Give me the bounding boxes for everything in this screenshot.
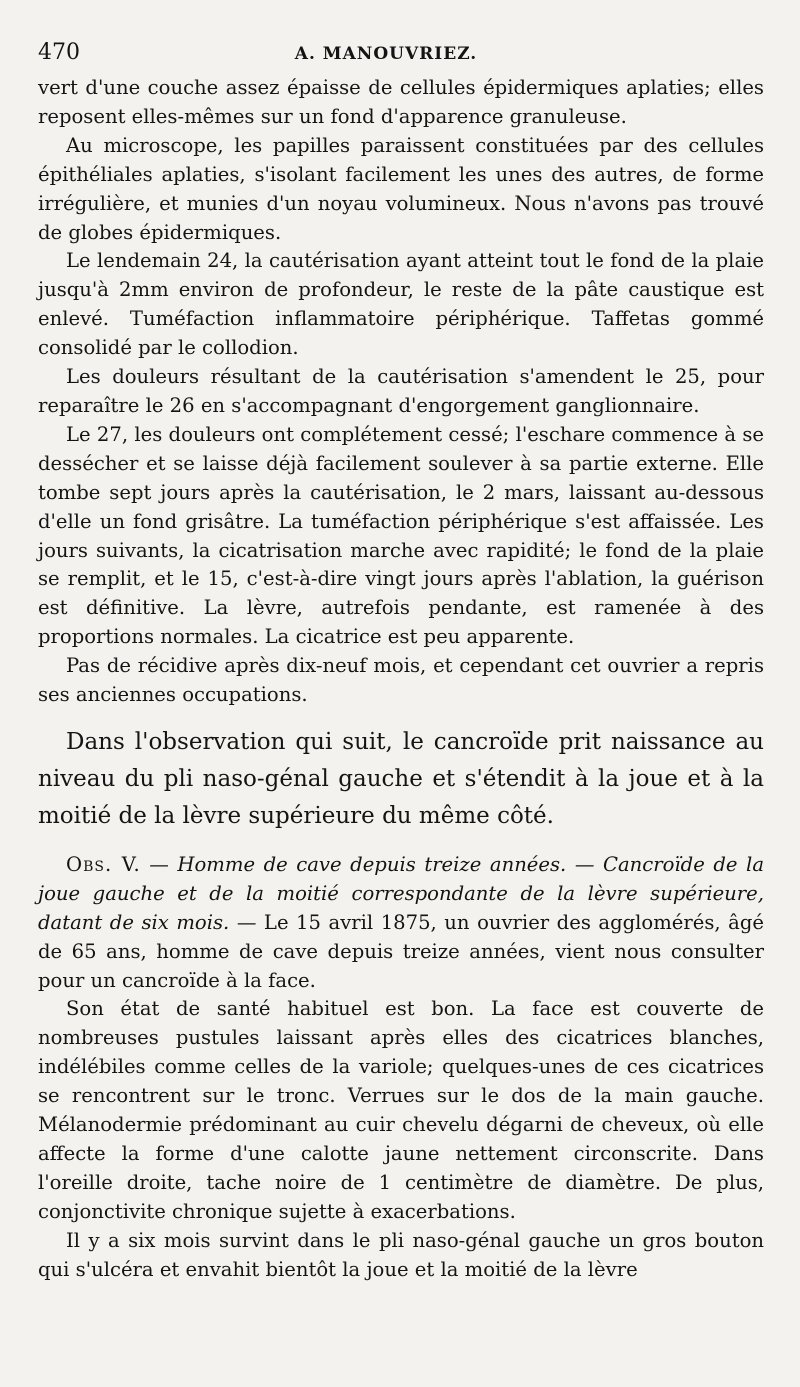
paragraph-etat-sante: Son état de santé habituel est bon. La face est couverte de nombreuses pustules laissant après elles des cicatrices blanches, indélébiles comme celles de la variole; quelques-unes de ces cicatrices se rencontrent sur le tronc. Verrues sur le dos de la main gauche. Mélanodermie prédominant au cuir chevelu dégarni de cheveux, où elle affecte la forme d'une calotte jaune nettement circonscrite. Dans l'oreille droite, tache noire de 1 centimètre de diamètre. De plus, conjonctivite chronique sujette à exacerbations. [38,997,764,1223]
paragraph-lendemain: Le lendemain 24, la cautérisation ayant atteint tout le fond de la plaie jusqu'à 2mm environ de profondeur, le reste de la pâte caustique est enlevé. Tuméfaction inflammatoire périphérique. Taffetas gommé consolidé par le collodion. [38,249,764,360]
running-title: A. MANOUVRIEZ. [294,44,478,64]
page-number: 470 [38,40,80,65]
observation-intro: Dans l'observation qui suit, le cancroïde prit naissance au niveau du pli naso-génal gauche et s'étendit à la joue et à la moitié de la lèvre supérieure du même côté. [38,728,764,829]
observation-heading [38,851,764,996]
page-header [38,40,764,74]
paragraph-recidive: Pas de récidive après dix-neuf mois, et cependant cet ouvrier a repris ses anciennes occupations. [38,654,764,707]
paragraph-continued: vert d'une couche assez épaisse de cellules épidermiques aplaties; elles reposent elles-mêmes sur un fond d'apparence granuleuse. [38,76,764,128]
paragraph-microscope: Au microscope, les papilles paraissent constituées par des cellules épithéliales aplaties, s'isolant facilement les unes des autres, de forme irrégulière, et munies d'un noyau volumineux. Nous n'avons pas trouvé de globes épidermiques. [38,133,764,244]
paragraph-douleurs: Les douleurs résultant de la cautérisation s'amendent le 25, pour reparaître le 26 en s'accompagnant d'engorgement ganglionnaire. [38,365,764,417]
paragraph-le-27: Le 27, les douleurs ont complétement cessé; l'eschare commence à se dessécher et se laisse déjà facilement soulever à sa partie externe. Elle tombe sept jours après la cautérisation, le 2 mars, laissant au-dessous d'elle un fond grisâtre. La tuméfaction périphérique s'est affaissée. Les jours suivants, la cicatrisation marche avec rapidité; le fond de la plaie se remplit, et le 15, c'est-à-dire vingt jours après l'ablation, la guérison est définitive. La lèvre, autrefois pendante, est ramenée à des proportions normales. La cicatrice est peu apparente. [38,422,764,649]
paragraph-six-mois: Il y a six mois survint dans le pli naso-génal gauche un gros bouton qui s'ulcéra et envahit bientôt la joue et la moitié de la lèvre [38,1228,764,1281]
observation-label: Obs. V. [66,852,141,876]
observation-title: — Homme de cave depuis treize années. — Cancroïde de la joue gauche et de la moitié correspondante de la lèvre supérieure, datant de six mois. [38,852,765,934]
observation-text: — Le 15 avril 1875, un ouvrier des agglomérés, âgé de 65 ans, homme de cave depuis treize années, vient nous consulter pour un cancroïde à la face. [38,910,764,992]
